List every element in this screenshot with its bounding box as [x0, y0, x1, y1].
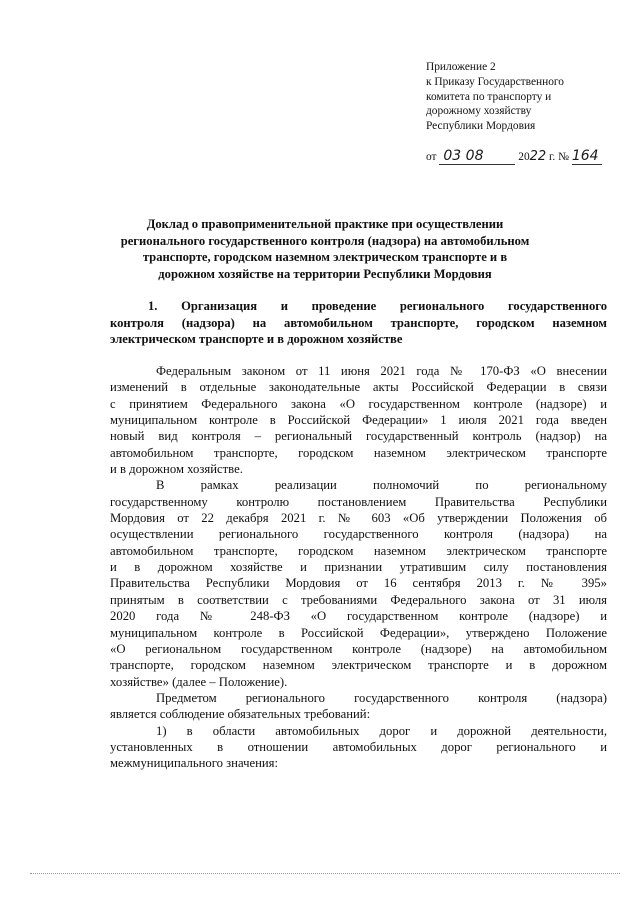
handwritten-year: 22 — [529, 149, 547, 164]
body-line: является соблюдение обязательных требований: — [110, 707, 371, 722]
annex-line: Республики Мордовия — [426, 120, 536, 133]
body-line: Правительства Республики Мордовия от 16 сентября 2013 г. № 395» — [110, 576, 607, 591]
body-line: В рамках реализации полномочий по региональному — [156, 478, 607, 493]
body-line: и в дорожном хозяйстве и признании утратившим силу постановления — [110, 560, 607, 575]
section-heading — [110, 298, 607, 348]
annex-line: дорожному хозяйству — [426, 105, 532, 118]
body-line: муниципальном контроле в Российской Федерации», утверждено Положение — [110, 625, 607, 640]
body-line: муниципальном контроле в Российской Федерации» 1 июля 2021 года введен — [110, 413, 607, 428]
body-line: 2020 года № 248-ФЗ «О государственном контроле (надзоре) и — [110, 609, 607, 624]
body-line: государственному контролю постановлением Правительства Республики — [110, 494, 607, 509]
body-line: Мордовия от 22 декабря 2021 г. № 603 «Об утверждении Положения об — [110, 511, 607, 526]
section-heading-line: 1. Организация и проведение регионального государственного — [148, 299, 607, 313]
title-line: Доклад о правоприменительной практике при осуществлении — [146, 217, 504, 231]
body-line: межмуниципального значения: — [110, 756, 279, 771]
body-line: автомобильном транспорте, городском наземном электрическом транспорте — [110, 445, 607, 460]
body-line: Предметом регионального государственного контроля (надзора) — [156, 690, 607, 705]
title-line: дорожном хозяйстве на территории Республики Мордовия — [158, 266, 492, 281]
body-line: и в дорожном хозяйстве. — [110, 462, 243, 477]
body-line: осуществлении регионального государственного контроля (надзора) на — [110, 527, 607, 542]
scan-edge-divider — [30, 873, 620, 874]
body-line: с принятием Федерального закона «О государственном контроле (надзоре) и — [110, 396, 607, 411]
body-line: новый вид контроля – региональный государственный контроль (надзор) на — [110, 429, 607, 444]
body-line: транспорте, городском наземном электрическом транспорте и в дорожном — [110, 658, 607, 673]
order-date-line — [426, 148, 636, 165]
annex-line: к Приказу Государственного — [426, 75, 564, 88]
body-line: автомобильном транспорте, городском наземном электрическом транспорте — [110, 543, 607, 558]
body-line: Федеральным законом от 11 июня 2021 года № 170-ФЗ «О внесении — [156, 364, 607, 378]
body-line: «О региональном государственном контроле (надзоре) на автомобильном — [110, 641, 607, 656]
section-heading-line: контроля (надзора) на автомобильном транспорте, городском наземном — [110, 315, 607, 330]
title-line: регионального государственного контроля (надзора) на автомобильном — [120, 233, 530, 248]
title-line: транспорте, городском наземном электрическом транспорте и в — [142, 250, 508, 265]
annex-block — [426, 60, 626, 134]
handwritten-number: 164 — [572, 148, 602, 165]
annex-line: Приложение 2 — [426, 61, 496, 73]
order-prefix: от — [426, 151, 437, 163]
body-line: хозяйстве» (далее – Положение). — [110, 674, 288, 689]
body-line: установленных в отношении автомобильных дорог регионального и — [110, 739, 607, 754]
order-year-prefix: 20 — [518, 151, 530, 163]
section-heading-line: электрическом транспорте и в дорожном хозяйстве — [110, 332, 403, 347]
handwritten-date: 03 08 — [439, 148, 515, 165]
order-year-suffix: г. № — [546, 151, 569, 163]
body-line: принятым в соответствии с требованиями Федерального закона от 31 июля — [110, 592, 607, 607]
body-line: изменений в отдельные законодательные акты Российской Федерации в связи — [110, 380, 607, 395]
annex-line: комитета по транспорту и — [426, 90, 552, 103]
document-title — [90, 216, 560, 282]
body-text — [110, 363, 607, 772]
body-line: 1) в области автомобильных дорог и дорожной деятельности, — [156, 723, 607, 738]
